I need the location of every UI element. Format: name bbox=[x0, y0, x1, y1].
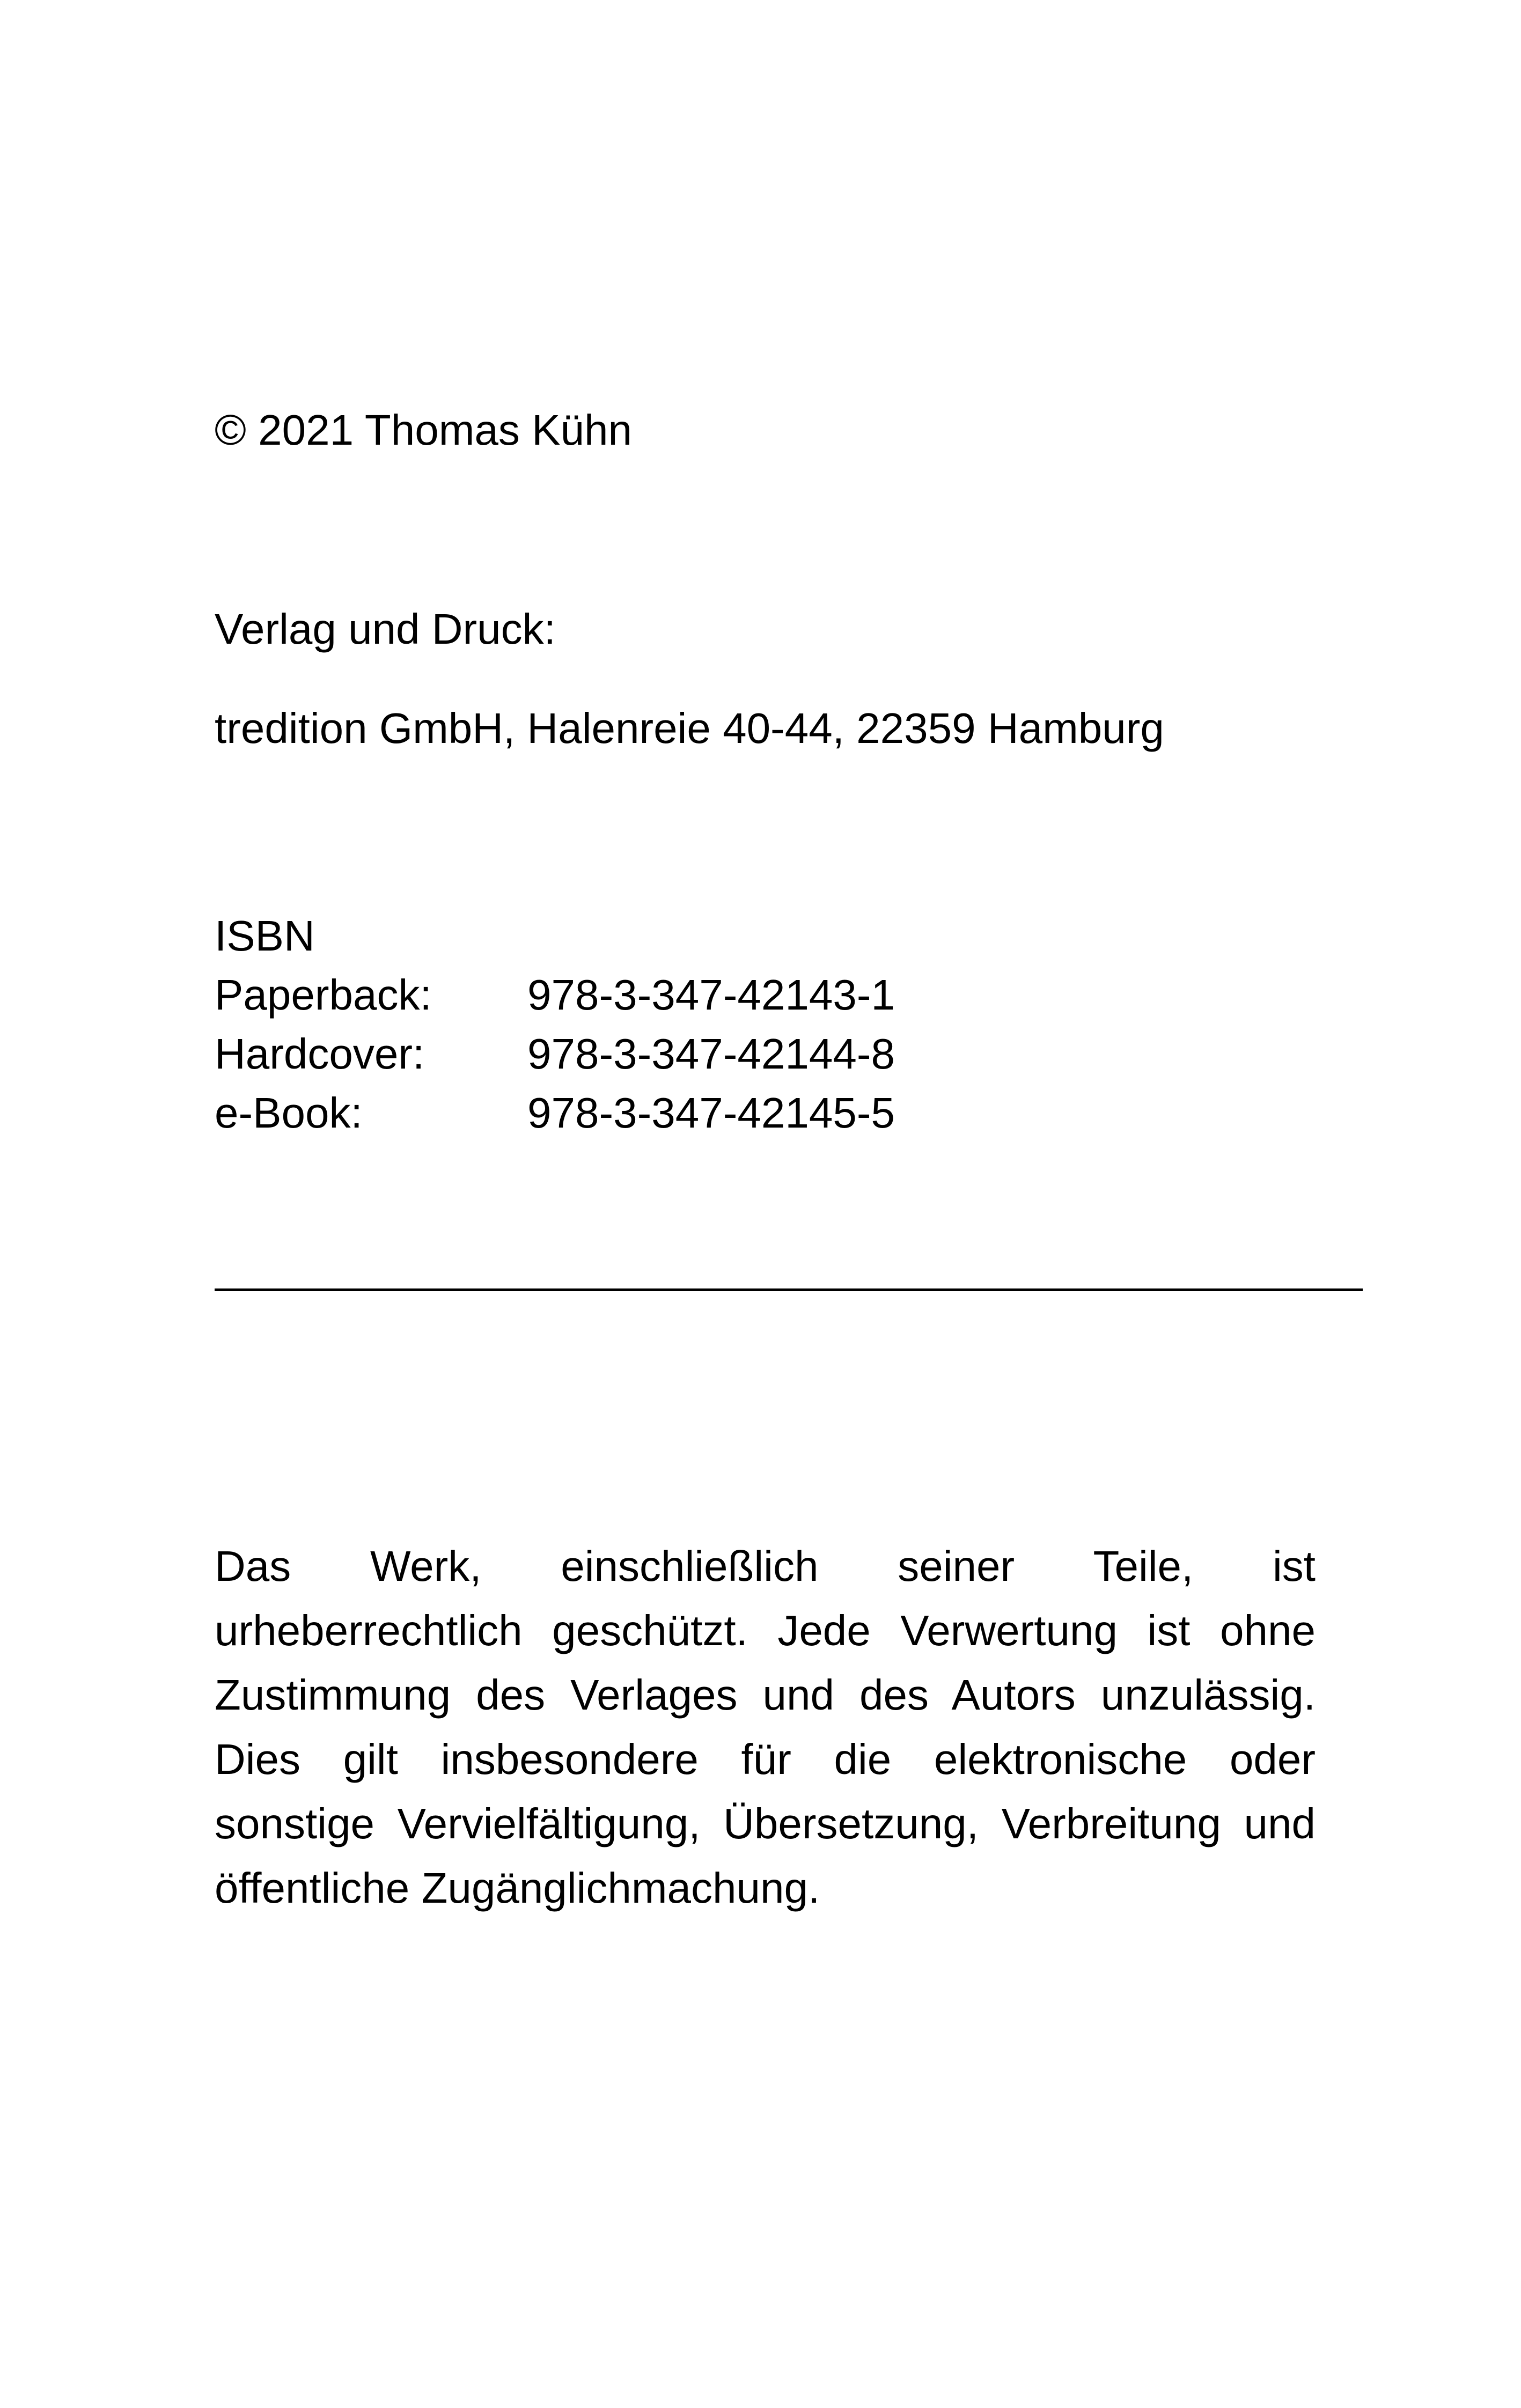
isbn-row-hardcover bbox=[215, 1025, 895, 1084]
horizontal-divider bbox=[215, 1288, 1363, 1291]
isbn-row-ebook bbox=[215, 1084, 895, 1143]
isbn-row-paperback bbox=[215, 966, 895, 1025]
publisher-label: Verlag und Druck: bbox=[215, 605, 556, 653]
legal-notice-line: Zustimmung des Verlages und des Autors unzulässig. bbox=[215, 1671, 1316, 1719]
copyright-notice: © 2021 Thomas Kühn bbox=[215, 406, 632, 454]
isbn-block bbox=[215, 907, 895, 1143]
legal-notice-line: Dies gilt insbesondere für die elektronische oder bbox=[215, 1735, 1316, 1783]
isbn-number: 978-3-347-42144-8 bbox=[527, 1030, 895, 1078]
legal-notice-line: sonstige Vervielfältigung, Übersetzung, Verbreitung und bbox=[215, 1800, 1316, 1847]
publisher-address: tredition GmbH, Halenreie 40-44, 22359 Hamburg bbox=[215, 704, 1164, 752]
legal-notice-line: öffentliche Zugänglichmachung. bbox=[215, 1864, 820, 1912]
legal-notice-line: urheberrechtlich geschützt. Jede Verwertung ist ohne bbox=[215, 1607, 1316, 1654]
isbn-heading: ISBN bbox=[215, 912, 315, 960]
isbn-type: e-Book: bbox=[215, 1089, 363, 1137]
isbn-type: Hardcover: bbox=[215, 1030, 425, 1078]
isbn-number: 978-3-347-42143-1 bbox=[527, 971, 895, 1019]
isbn-type: Paperback: bbox=[215, 971, 432, 1019]
isbn-number: 978-3-347-42145-5 bbox=[527, 1089, 895, 1137]
legal-notice bbox=[215, 1534, 1316, 1920]
legal-notice-line: Das Werk, einschließlich seiner Teile, ist bbox=[215, 1542, 1316, 1590]
